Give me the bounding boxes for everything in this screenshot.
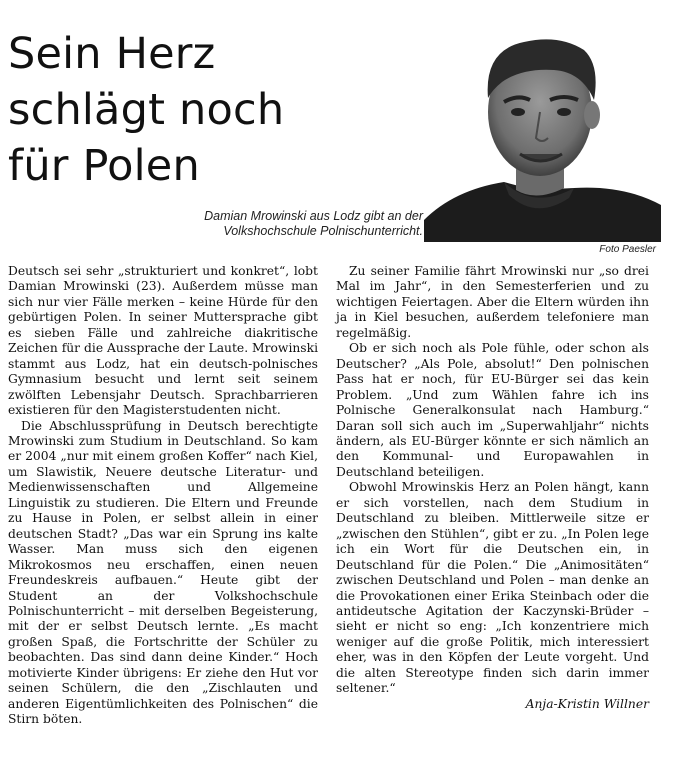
photo-credit: Foto Paesler [599, 244, 656, 255]
headline-line: Sein Herz [8, 29, 216, 79]
headline [8, 26, 338, 194]
article-column-left [8, 264, 318, 728]
article-column-right [336, 264, 649, 712]
paragraph: Ob er sich noch als Pole fühle, oder schon als Deutscher? „Als Pole, absolut!“ Den polnischen Pass hat er noch, für EU-Bürger sei das kein Problem. „Und zum Wählen fahre ich ins Polnische Generalkonsulat nach Hamburg.“ Daran soll sich auch im „Superwahljahr“ nichts ändern, als EU-Bürger könnte er sich nämlich an den Kommunal- und Europawahlen in Deutschland beteiligen. [336, 341, 649, 479]
paragraph: Die Abschlussprüfung in Deutsch berechtigte Mrowinski zum Studium in Deutschland. So kam er 2004 „nur mit einem großen Koffer“ nach Kiel, um Slawistik, Neuere deutsche Literatur- und Medienwissenschaften und Allgemeine Linguistik zu studieren. Die Eltern und Freunde zu Hause in Polen, er selbst allein in einer deutschen Stadt? „Das war ein Sprung ins kalte Wasser. Man muss sich den eigenen Mikrokosmos neu erschaffen, einen neuen Freundeskreis aufbauen.“ Heute gibt der Student an der Volkshochschule Polnischunterricht – mit derselben Begeisterung, mit der er selbst Deutsch lernte. „Es macht großen Spaß, die Fortschritte der Schüler zu beobachten. Das sind dann deine Kinder.“ Hoch motivierte Kinder übrigens: Er ziehe den Hut vor seinen Schülern, die den „Zischlauten und anderen Eigentümlichkeiten des Polnischen“ die Stirn böten. [8, 418, 318, 727]
paragraph: Obwohl Mrowinskis Herz an Polen hängt, kann er sich vorstellen, nach dem Studium in Deutschland zu bleiben. Mittlerweile sitze er „zwischen den Stühlen“, gibt er zu. „In Polen lege ich ein Wort für die Deutschen ein, in Deutschland für die Polen.“ Die „Animositäten“ zwischen Deutschland und Polen – man denke an die Provokationen einer Erika Steinbach oder die antideutsche Agitation der Kaczynski-Brüder – sieht er nicht so eng: „Ich konzentriere mich weniger auf die große Politik, mich interessiert eher, was in den Köpfen der Leute vorgeht. Und die alten Stereotype finden sich darin immer seltener.“ [336, 480, 649, 696]
headline-line: für Polen [8, 141, 200, 191]
author-name: Anja-Kristin Willner [525, 696, 649, 711]
portrait-photo-graphic [424, 20, 661, 242]
paragraph: Zu seiner Familie fährt Mrowinski nur „so drei Mal im Jahr“, in den Semesterferien und zu wichtigen Feiertagen. Aber die Eltern würden ihn ja in Kiel besuchen, außerdem telefoniere man regelmäßig. [336, 264, 649, 340]
portrait-photo [424, 20, 661, 242]
headline-line: schlägt noch [8, 85, 285, 135]
photo-caption: Damian Mrowinski aus Lodz gibt an der Volkshochschule Polnischunterricht. [204, 209, 423, 238]
paragraph: Deutsch sei sehr „strukturiert und konkret“, lobt Damian Mrowinski (23). Außerdem müsse man sich nur vier Fälle merken – keine Hürde für den gebürtigen Polen. In seiner Muttersprache gibt es sieben Fälle und zahlreiche diakritische Zeichen für die Aussprache der Laute. Mrowinski stammt aus Lodz, hat ein deutsch-polnisches Gymnasium besucht und lernt seit seinem zwölften Lebensjahr Deutsch. Sprachbarrieren existieren für den Magisterstudenten nicht. [8, 264, 318, 418]
